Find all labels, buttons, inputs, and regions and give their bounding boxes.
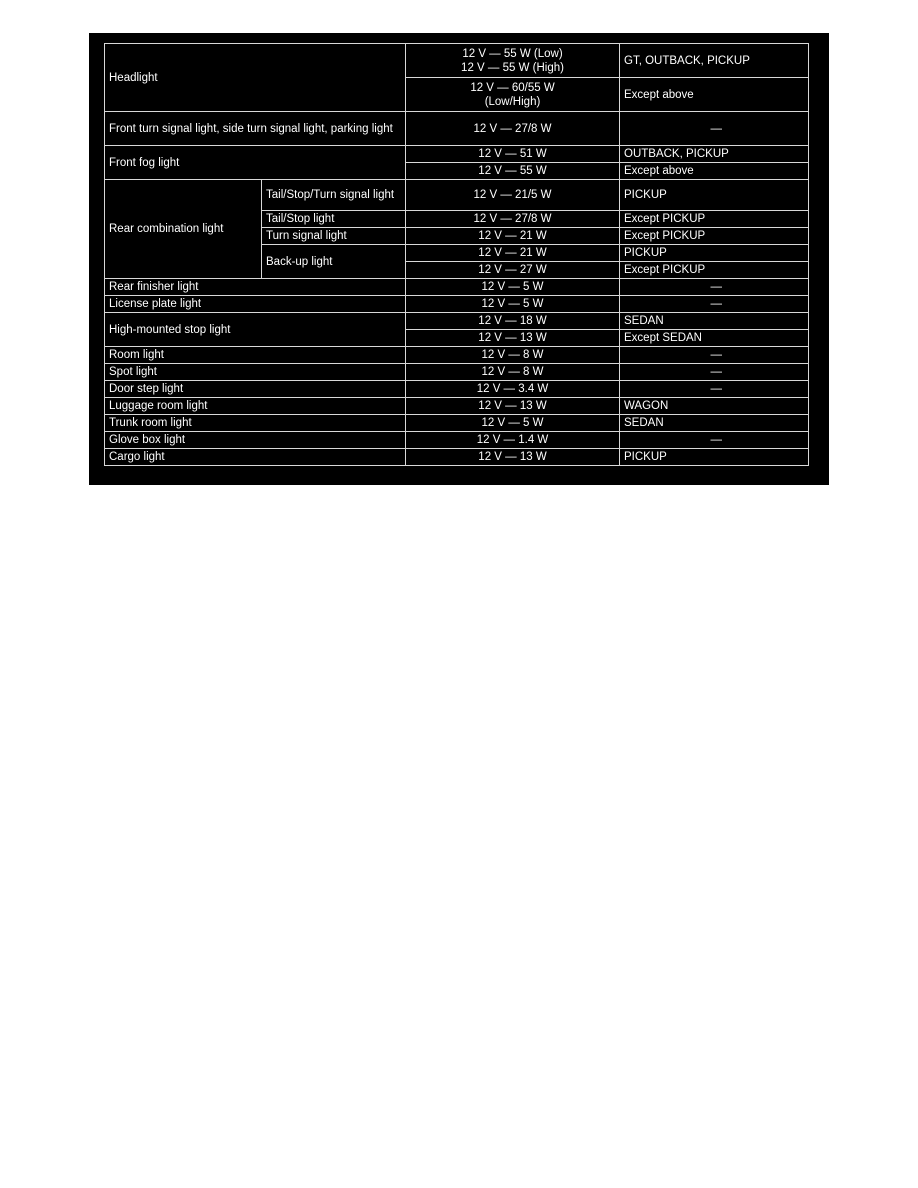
- cargo-name-cell: Cargo light: [105, 449, 406, 466]
- door-step-spec-cell: 12 V — 3.4 W: [406, 381, 620, 398]
- table-row: [105, 449, 809, 466]
- front-fog-name-cell: Front fog light: [105, 146, 406, 180]
- backup-name-cell: Back-up light: [262, 245, 406, 279]
- table-row: [105, 432, 809, 449]
- backup-spec-cell: 12 V — 21 W: [406, 245, 620, 262]
- backup-spec-cell: 12 V — 27 W: [406, 262, 620, 279]
- headlight-spec-cell: [406, 44, 620, 78]
- bulb-spec-table: [104, 43, 809, 466]
- tail-stop-turn-app-cell: PICKUP: [620, 180, 809, 211]
- front-turn-spec-cell: 12 V — 27/8 W: [406, 112, 620, 146]
- table-row: [105, 313, 809, 330]
- high-mount-name-cell: High-mounted stop light: [105, 313, 406, 347]
- room-spec-cell: 12 V — 8 W: [406, 347, 620, 364]
- table-row: [105, 146, 809, 163]
- table-row: [105, 112, 809, 146]
- spot-spec-cell: 12 V — 8 W: [406, 364, 620, 381]
- backup-app-cell: PICKUP: [620, 245, 809, 262]
- headlight-app-cell: GT, OUTBACK, PICKUP: [620, 44, 809, 78]
- trunk-room-name-cell: Trunk room light: [105, 415, 406, 432]
- turn-signal-spec-cell: 12 V — 21 W: [406, 228, 620, 245]
- table-row: [105, 279, 809, 296]
- spot-name-cell: Spot light: [105, 364, 406, 381]
- door-step-name-cell: Door step light: [105, 381, 406, 398]
- front-fog-app-cell: OUTBACK, PICKUP: [620, 146, 809, 163]
- table-row: [105, 180, 809, 211]
- trunk-room-spec-cell: 12 V — 5 W: [406, 415, 620, 432]
- rear-finisher-app-cell: —: [620, 279, 809, 296]
- high-mount-app-cell: Except SEDAN: [620, 330, 809, 347]
- spot-app-cell: —: [620, 364, 809, 381]
- rear-combination-name-cell: Rear combination light: [105, 180, 262, 279]
- table-row: [105, 415, 809, 432]
- luggage-room-spec-cell: 12 V — 13 W: [406, 398, 620, 415]
- table-row: [105, 44, 809, 78]
- cargo-app-cell: PICKUP: [620, 449, 809, 466]
- room-app-cell: —: [620, 347, 809, 364]
- table-row: [105, 398, 809, 415]
- headlight-app-cell: Except above: [620, 78, 809, 112]
- tail-stop-turn-name-cell: Tail/Stop/Turn signal light: [262, 180, 406, 211]
- license-plate-name-cell: License plate light: [105, 296, 406, 313]
- headlight-name-cell: Headlight: [105, 44, 406, 112]
- backup-app-cell: Except PICKUP: [620, 262, 809, 279]
- front-fog-app-cell: Except above: [620, 163, 809, 180]
- headlight-spec-line: 12 V — 55 W (High): [461, 61, 564, 74]
- front-turn-name-cell: Front turn signal light, side turn signal light, parking light: [105, 112, 406, 146]
- turn-signal-app-cell: Except PICKUP: [620, 228, 809, 245]
- table-row: [105, 364, 809, 381]
- glove-box-app-cell: —: [620, 432, 809, 449]
- tail-stop-app-cell: Except PICKUP: [620, 211, 809, 228]
- bulb-spec-panel: [89, 33, 829, 485]
- tail-stop-turn-spec-cell: 12 V — 21/5 W: [406, 180, 620, 211]
- headlight-spec-cell: [406, 78, 620, 112]
- high-mount-spec-cell: 12 V — 18 W: [406, 313, 620, 330]
- front-fog-spec-cell: 12 V — 55 W: [406, 163, 620, 180]
- glove-box-name-cell: Glove box light: [105, 432, 406, 449]
- door-step-app-cell: —: [620, 381, 809, 398]
- glove-box-spec-cell: 12 V — 1.4 W: [406, 432, 620, 449]
- luggage-room-app-cell: WAGON: [620, 398, 809, 415]
- rear-finisher-spec-cell: 12 V — 5 W: [406, 279, 620, 296]
- front-turn-app-cell: —: [620, 112, 809, 146]
- front-fog-spec-cell: 12 V — 51 W: [406, 146, 620, 163]
- tail-stop-name-cell: Tail/Stop light: [262, 211, 406, 228]
- table-row: [105, 381, 809, 398]
- high-mount-app-cell: SEDAN: [620, 313, 809, 330]
- license-plate-app-cell: —: [620, 296, 809, 313]
- license-plate-spec-cell: 12 V — 5 W: [406, 296, 620, 313]
- rear-finisher-name-cell: Rear finisher light: [105, 279, 406, 296]
- cargo-spec-cell: 12 V — 13 W: [406, 449, 620, 466]
- room-name-cell: Room light: [105, 347, 406, 364]
- turn-signal-name-cell: Turn signal light: [262, 228, 406, 245]
- headlight-spec-line: 12 V — 60/55 W: [470, 81, 555, 94]
- headlight-spec-line: (Low/High): [484, 95, 541, 108]
- table-row: [105, 296, 809, 313]
- high-mount-spec-cell: 12 V — 13 W: [406, 330, 620, 347]
- luggage-room-name-cell: Luggage room light: [105, 398, 406, 415]
- trunk-room-app-cell: SEDAN: [620, 415, 809, 432]
- tail-stop-spec-cell: 12 V — 27/8 W: [406, 211, 620, 228]
- table-row: [105, 347, 809, 364]
- headlight-spec-line: 12 V — 55 W (Low): [462, 47, 563, 60]
